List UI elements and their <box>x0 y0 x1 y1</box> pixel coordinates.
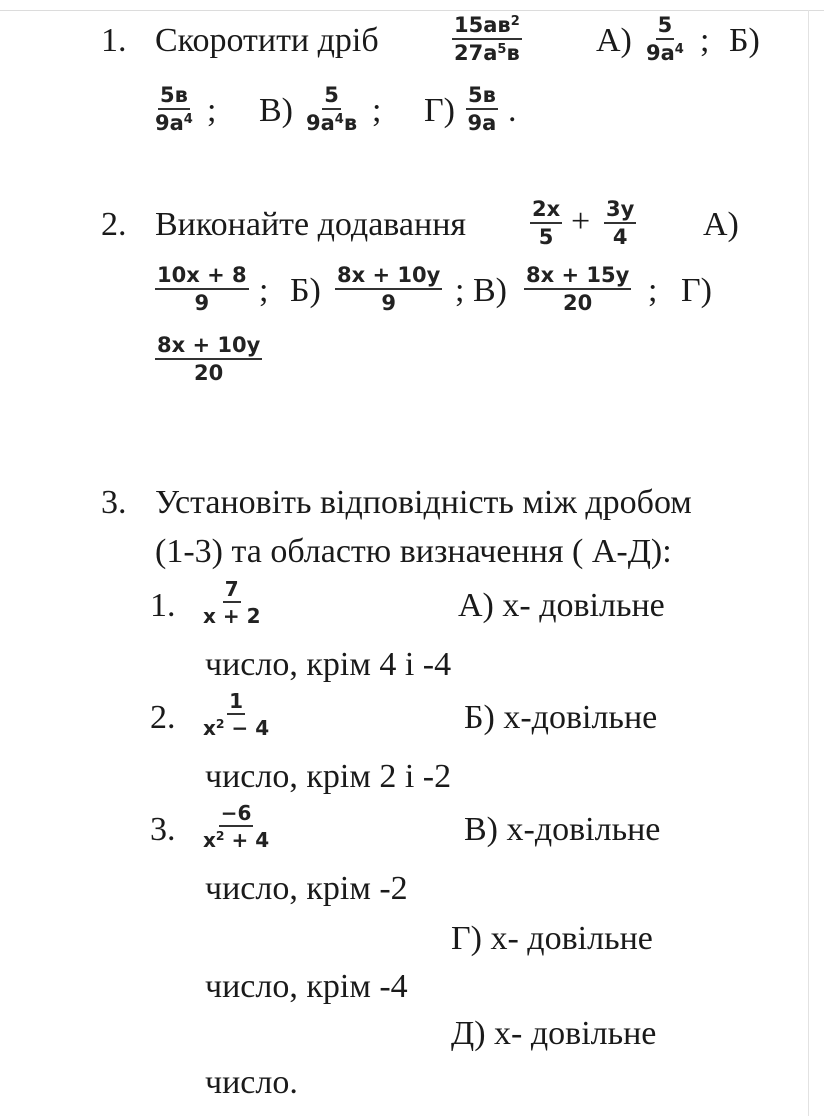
q3-item-1-fraction <box>203 578 261 627</box>
q2-term-1-denominator: 5 <box>538 225 554 249</box>
q2-plus: + <box>571 203 591 240</box>
q2-option-c-fraction <box>524 264 631 315</box>
q1-text: Скоротити дріб <box>155 22 379 59</box>
q2-text: Виконайте додавання <box>155 206 467 243</box>
q3-option-b-cont: число, крім 2 і -2 <box>205 758 452 795</box>
q1-sep-b: ; <box>207 92 217 129</box>
q1-option-b-label: Б) <box>729 22 760 59</box>
q1-option-a-numerator: 5 <box>656 14 675 40</box>
q2-option-a-numerator: 10x + 8 <box>155 264 249 290</box>
q1-option-d-label: Г) <box>424 92 455 129</box>
q2-option-c-denominator: 20 <box>563 291 593 315</box>
q1-sep-c: ; <box>372 92 382 129</box>
q1-number: 1. <box>101 22 127 59</box>
q1-option-d-denominator: 9а <box>467 111 497 135</box>
q1-option-d-numerator: 5в <box>466 84 498 110</box>
q3-number: 3. <box>101 484 127 521</box>
q2-option-a-fraction <box>155 264 249 315</box>
q3-option-a: А) x- довільне <box>458 587 665 624</box>
q1-option-a-label: А) <box>596 22 632 59</box>
q2-option-d-denominator: 20 <box>194 361 224 385</box>
q3-option-a-cont: число, крім 4 і -4 <box>205 646 452 683</box>
right-border <box>808 10 809 1116</box>
q3-option-b: Б) x-довільне <box>464 699 658 736</box>
q1-fraction-numerator: $15ав^2$ <box>452 14 522 40</box>
q2-option-d-label: Г) <box>681 272 712 309</box>
top-border <box>0 10 824 11</box>
q2-option-a-denominator: 9 <box>194 291 210 315</box>
q3-item-2-denominator: $x^2 - 4$ <box>203 716 270 740</box>
q2-option-b-fraction <box>335 264 442 315</box>
q3-item-1-numerator: 7 <box>224 577 239 601</box>
q2-option-b-numerator: 8x + 10y <box>335 264 442 290</box>
q2-term-2 <box>604 198 636 249</box>
q3-item-3-fraction <box>203 802 269 851</box>
q2-term-1 <box>530 198 562 249</box>
q2-option-a-label: А) <box>703 206 739 243</box>
q1-option-b-denominator: $9а^4$ <box>155 111 193 135</box>
q1-option-a-fraction <box>646 14 684 65</box>
q3-option-g: Г) x- довільне <box>451 920 653 957</box>
q2-option-b-denominator: 9 <box>381 291 396 315</box>
q3-item-2-label: 2. <box>150 699 176 736</box>
q3-item-2-fraction <box>203 690 269 739</box>
q3-option-v: В) x-довільне <box>464 811 661 848</box>
q2-option-b-label: Б) <box>290 272 321 309</box>
q3-item-3-denominator: $x^2 + 4$ <box>203 828 270 852</box>
q3-line-2: (1-3) та областю визначення ( А-Д): <box>155 533 672 570</box>
q3-item-3-numerator: −6 <box>220 801 252 825</box>
q1-end: . <box>508 92 517 129</box>
q2-term-1-numerator: 2x <box>530 198 562 224</box>
q3-item-2-numerator: 1 <box>229 689 244 713</box>
q2-option-d-numerator: 8x + 10y <box>155 334 262 360</box>
q2-option-c-numerator: 8x + 15y <box>524 264 631 290</box>
q1-option-c-numerator: 5 <box>322 84 341 110</box>
q1-option-c-denominator: $9а^4в$ <box>306 111 358 135</box>
q3-option-g-cont: число, крім -4 <box>205 968 408 1005</box>
q1-sep-a: ; <box>700 22 710 59</box>
q1-fraction <box>452 14 522 65</box>
q3-item-3-label: 3. <box>150 811 176 848</box>
q1-option-b-numerator: 5в <box>158 84 190 110</box>
q2-sep-a: ; <box>259 272 269 309</box>
q1-option-c-label: В) <box>259 92 293 129</box>
q3-item-1-denominator: x + 2 <box>203 604 261 628</box>
q3-option-d: Д) x- довільне <box>451 1015 657 1052</box>
q2-number: 2. <box>101 206 127 243</box>
q2-term-2-numerator: 3y <box>604 198 636 224</box>
q3-option-v-cont: число, крім -2 <box>205 870 408 907</box>
q1-option-b-fraction <box>155 84 193 135</box>
q1-option-c-fraction <box>306 84 357 135</box>
q3-option-d-cont: число. <box>205 1064 298 1101</box>
q1-option-a-denominator: $9а^4$ <box>646 41 684 65</box>
q3-item-1-label: 1. <box>150 587 176 624</box>
q3-line-1: Установіть відповідність між дробом <box>155 484 692 521</box>
q2-term-2-denominator: 4 <box>612 225 628 249</box>
q2-option-d-fraction <box>155 334 262 385</box>
q1-fraction-denominator: $27а^5в$ <box>453 41 520 65</box>
q1-option-d-fraction <box>466 84 498 135</box>
q2-sep-b: ; В) <box>455 272 507 309</box>
q2-sep-c: ; <box>648 272 658 309</box>
